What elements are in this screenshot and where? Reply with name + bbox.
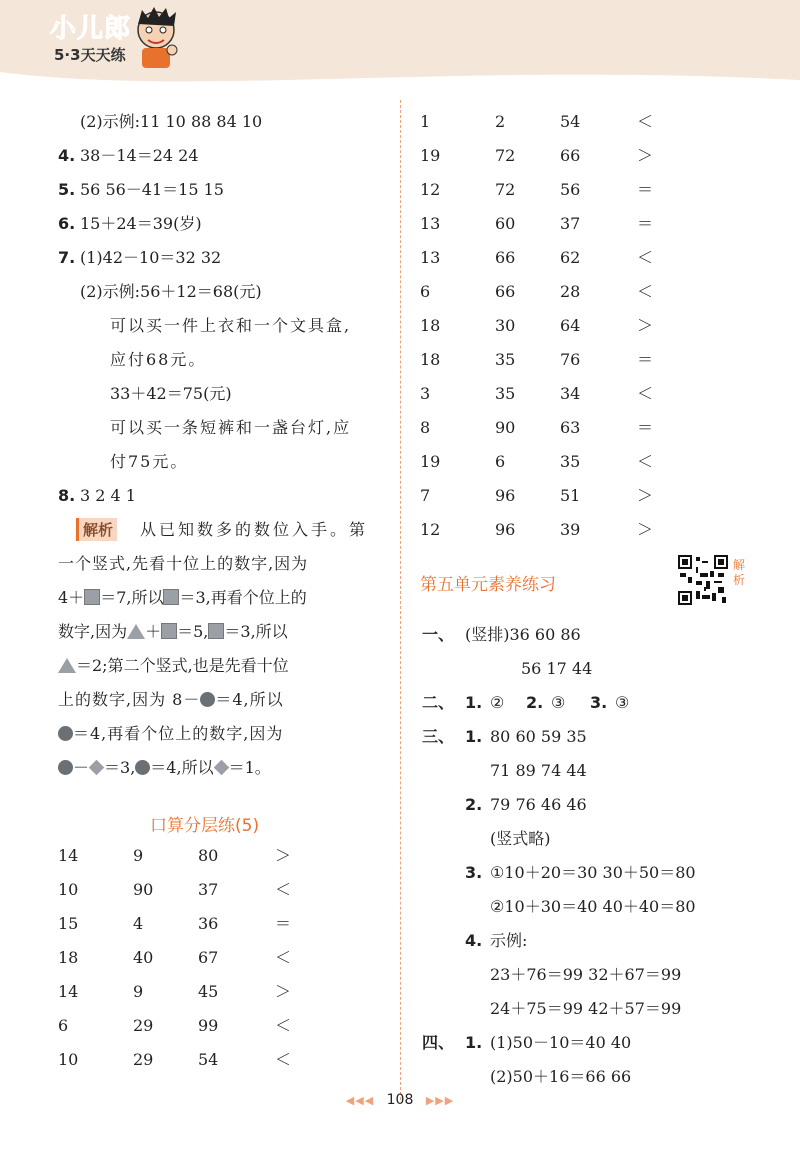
q6-answer: 15＋24＝39(岁) (80, 214, 202, 233)
q8-number: 8. (58, 486, 76, 505)
q8-answer: 3 2 4 1 (80, 486, 136, 505)
right-table-cell: 6 (420, 282, 431, 301)
jiexi-line-7: ＝4,再看个位上的数字,因为 (58, 724, 283, 744)
s3-q3-number: 3. (465, 863, 483, 882)
left-table-cell: 29 (133, 1016, 154, 1035)
right-table-cell: 90 (495, 418, 516, 437)
q4-answer: 38－14＝24 24 (80, 146, 199, 165)
triangle-shape-icon (127, 624, 145, 639)
q7-answer-2: (2)示例:56＋12＝68(元) (80, 282, 262, 301)
right-table-cell: 7 (420, 486, 431, 505)
brand-logo: 小儿郎 (50, 14, 132, 44)
right-table-cell: 37 (560, 214, 581, 233)
s4-q1-line-a: (1)50－10＝40 40 (490, 1033, 632, 1052)
right-table-cell: ＞ (637, 486, 654, 505)
qr-jiexi-label: 解析 (733, 558, 746, 587)
right-table-cell: 66 (495, 248, 516, 267)
right-table-cell: 66 (495, 282, 516, 301)
brand-subtitle: 5·3天天练 (54, 46, 126, 64)
section-1-line-b: 56 17 44 (521, 659, 593, 678)
jiexi-line-8: － ＝3, ＝4,所以 ＝1。 (58, 758, 271, 778)
left-table-cell: ＜ (275, 948, 292, 967)
right-table-cell: ＞ (637, 520, 654, 539)
left-table-cell: 14 (58, 982, 79, 1001)
right-table-cell: 12 (420, 520, 441, 539)
column-divider (400, 100, 401, 1100)
section-4-label: 四、 (422, 1033, 455, 1052)
jiexi-line-6: 上的数字,因为 8－ ＝4,所以 (58, 690, 284, 709)
right-table-cell: 64 (560, 316, 581, 335)
s2-q1-number: 1. (465, 693, 483, 712)
left-table-cell: 99 (198, 1016, 219, 1035)
q7-answer-3: 可以买一件上衣和一个文具盒, (110, 316, 352, 335)
left-table-cell: 9 (133, 846, 144, 865)
right-table-cell: 60 (495, 214, 516, 233)
right-table-cell: 19 (420, 146, 441, 165)
s3-q4-number: 4. (465, 931, 483, 950)
right-table-cell: 19 (420, 452, 441, 471)
right-table-cell: 18 (420, 316, 441, 335)
right-table-cell: 66 (560, 146, 581, 165)
q6-number: 6. (58, 214, 76, 233)
qr-code-icon (678, 555, 728, 605)
right-table-cell: ＜ (637, 452, 654, 471)
s3-q1-line-a: 80 60 59 35 (490, 727, 587, 746)
left-table-cell: ＞ (275, 846, 292, 865)
right-table-cell: 35 (495, 350, 516, 369)
jiexi-line-2: 一个竖式,先看十位上的数字,因为 (58, 554, 309, 573)
q5-answer: 56 56－41＝15 15 (80, 180, 224, 199)
s4-q1-line-b: (2)50＋16＝66 66 (490, 1067, 632, 1086)
left-table-cell: 80 (198, 846, 219, 865)
left-table-cell: ＝ (275, 914, 292, 933)
left-table-cell: 15 (58, 914, 79, 933)
s3-q4-line-c: 24＋75＝99 42＋57＝99 (490, 999, 682, 1018)
left-table-cell: ＞ (275, 982, 292, 1001)
left-table-cell: ＜ (275, 1050, 292, 1069)
left-table-cell: 14 (58, 846, 79, 865)
s3-q2-line-b: (竖式略) (490, 829, 551, 848)
section-1-line-a: (竖排)36 60 86 (465, 625, 581, 644)
right-table-cell: ＝ (637, 418, 654, 437)
left-table-cell: 18 (58, 948, 79, 967)
s3-q1-number: 1. (465, 727, 483, 746)
circle-shape-icon (58, 760, 73, 775)
left-table-cell: 6 (58, 1016, 69, 1035)
right-table-cell: ＞ (637, 316, 654, 335)
diamond-shape-icon (213, 760, 229, 776)
left-table-cell: ＜ (275, 880, 292, 899)
right-table-cell: 35 (560, 452, 581, 471)
right-table-cell: 63 (560, 418, 581, 437)
left-table-cell: 10 (58, 880, 79, 899)
left-table-cell: 90 (133, 880, 154, 899)
left-table-cell: 29 (133, 1050, 154, 1069)
q4-number: 4. (58, 146, 76, 165)
right-table-cell: 3 (420, 384, 431, 403)
q7-answer-4: 应付68元。 (110, 350, 207, 369)
s4-q1-number: 1. (465, 1033, 483, 1052)
square-shape-icon (208, 623, 224, 639)
left-table-cell: 45 (198, 982, 219, 1001)
right-table-cell: 8 (420, 418, 431, 437)
right-table-cell: 72 (495, 146, 516, 165)
square-shape-icon (84, 589, 100, 605)
diamond-shape-icon (89, 760, 105, 776)
answer-3-2: (2)示例:11 10 88 84 10 (80, 112, 263, 131)
q7-answer-6: 可以买一条短裤和一盏台灯,应 (110, 418, 352, 437)
s2-q3-answer: ③ (615, 693, 630, 712)
s2-q2-number: 2. (526, 693, 544, 712)
triangle-shape-icon (58, 658, 76, 673)
right-table-cell: ＞ (637, 146, 654, 165)
q7-answer-5: 33＋42＝75(元) (110, 384, 232, 403)
s3-q3-line-a: ①10＋20＝30 30＋50＝80 (490, 863, 696, 882)
right-table-cell: ＝ (637, 350, 654, 369)
kousuan-title: 口算分层练(5) (150, 816, 260, 836)
circle-shape-icon (200, 692, 215, 707)
q7-answer-1: (1)42－10＝32 32 (80, 248, 222, 267)
right-table-cell: ＜ (637, 248, 654, 267)
page-number: 108 (386, 1092, 414, 1108)
s3-q2-number: 2. (465, 795, 483, 814)
jiexi-line-5: ＝2;第二个竖式,也是先看十位 (58, 656, 289, 676)
square-shape-icon (163, 589, 179, 605)
right-table-cell: 51 (560, 486, 581, 505)
right-table-cell: 1 (420, 112, 431, 131)
right-arrows-icon: ▶▶▶ (425, 1094, 455, 1107)
right-table-cell: 13 (420, 214, 441, 233)
s3-q2-line-a: 79 76 46 46 (490, 795, 587, 814)
section-1-label: 一、 (422, 625, 455, 644)
right-table-cell: ＝ (637, 214, 654, 233)
unit-title: 第五单元素养练习 (420, 575, 556, 595)
page-footer (0, 1092, 800, 1108)
s3-q1-line-b: 71 89 74 44 (490, 761, 587, 780)
left-table-cell: 36 (198, 914, 219, 933)
right-table-cell: 18 (420, 350, 441, 369)
right-table-cell: 76 (560, 350, 581, 369)
right-table-cell: 30 (495, 316, 516, 335)
left-table-cell: 40 (133, 948, 154, 967)
right-table-cell: 28 (560, 282, 581, 301)
q5-number: 5. (58, 180, 76, 199)
s2-q1-answer: ② (490, 693, 505, 712)
right-table-cell: ＜ (637, 112, 654, 131)
right-table-cell: 34 (560, 384, 581, 403)
mascot-icon (128, 4, 184, 70)
right-table-cell: 6 (495, 452, 506, 471)
right-table-cell: 2 (495, 112, 506, 131)
left-table-cell: 9 (133, 982, 144, 1001)
jiexi-line-3: 4＋ ＝7,所以 ＝3,再看个位上的 (58, 588, 307, 607)
left-table-cell: ＜ (275, 1016, 292, 1035)
section-3-label: 三、 (422, 727, 455, 746)
square-shape-icon (161, 623, 177, 639)
header-wave (0, 62, 800, 102)
right-table-cell: 96 (495, 520, 516, 539)
q7-number: 7. (58, 248, 76, 267)
right-table-cell: 35 (495, 384, 516, 403)
right-table-cell: ＜ (637, 384, 654, 403)
right-table-cell: 12 (420, 180, 441, 199)
right-table-cell: 72 (495, 180, 516, 199)
jiexi-badge: 解析 (76, 518, 117, 541)
s3-q4-line-a: 示例: (490, 931, 528, 950)
right-table-cell: 39 (560, 520, 581, 539)
right-table-cell: ＜ (637, 282, 654, 301)
s3-q3-line-b: ②10＋30＝40 40＋40＝80 (490, 897, 696, 916)
q7-answer-7: 付75元。 (110, 452, 189, 471)
left-table-cell: 54 (198, 1050, 219, 1069)
s3-q4-line-b: 23＋76＝99 32＋67＝99 (490, 965, 682, 984)
left-table-cell: 67 (198, 948, 219, 967)
jiexi-line-4: 数字,因为 ＋ ＝5, ＝3,所以 (58, 622, 288, 641)
jiexi-line-1: 从已知数多的数位入手。第 (140, 520, 369, 539)
right-table-cell: ＝ (637, 180, 654, 199)
right-table-cell: 13 (420, 248, 441, 267)
right-table-cell: 56 (560, 180, 581, 199)
left-table-cell: 10 (58, 1050, 79, 1069)
right-table-cell: 62 (560, 248, 581, 267)
left-arrows-icon: ◀◀◀ (345, 1094, 375, 1107)
section-2-label: 二、 (422, 693, 455, 712)
left-table-cell: 37 (198, 880, 219, 899)
left-table-cell: 4 (133, 914, 144, 933)
circle-shape-icon (58, 726, 73, 741)
s2-q2-answer: ③ (551, 693, 566, 712)
right-table-cell: 54 (560, 112, 581, 131)
right-table-cell: 96 (495, 486, 516, 505)
s2-q3-number: 3. (590, 693, 608, 712)
circle-shape-icon (135, 760, 150, 775)
